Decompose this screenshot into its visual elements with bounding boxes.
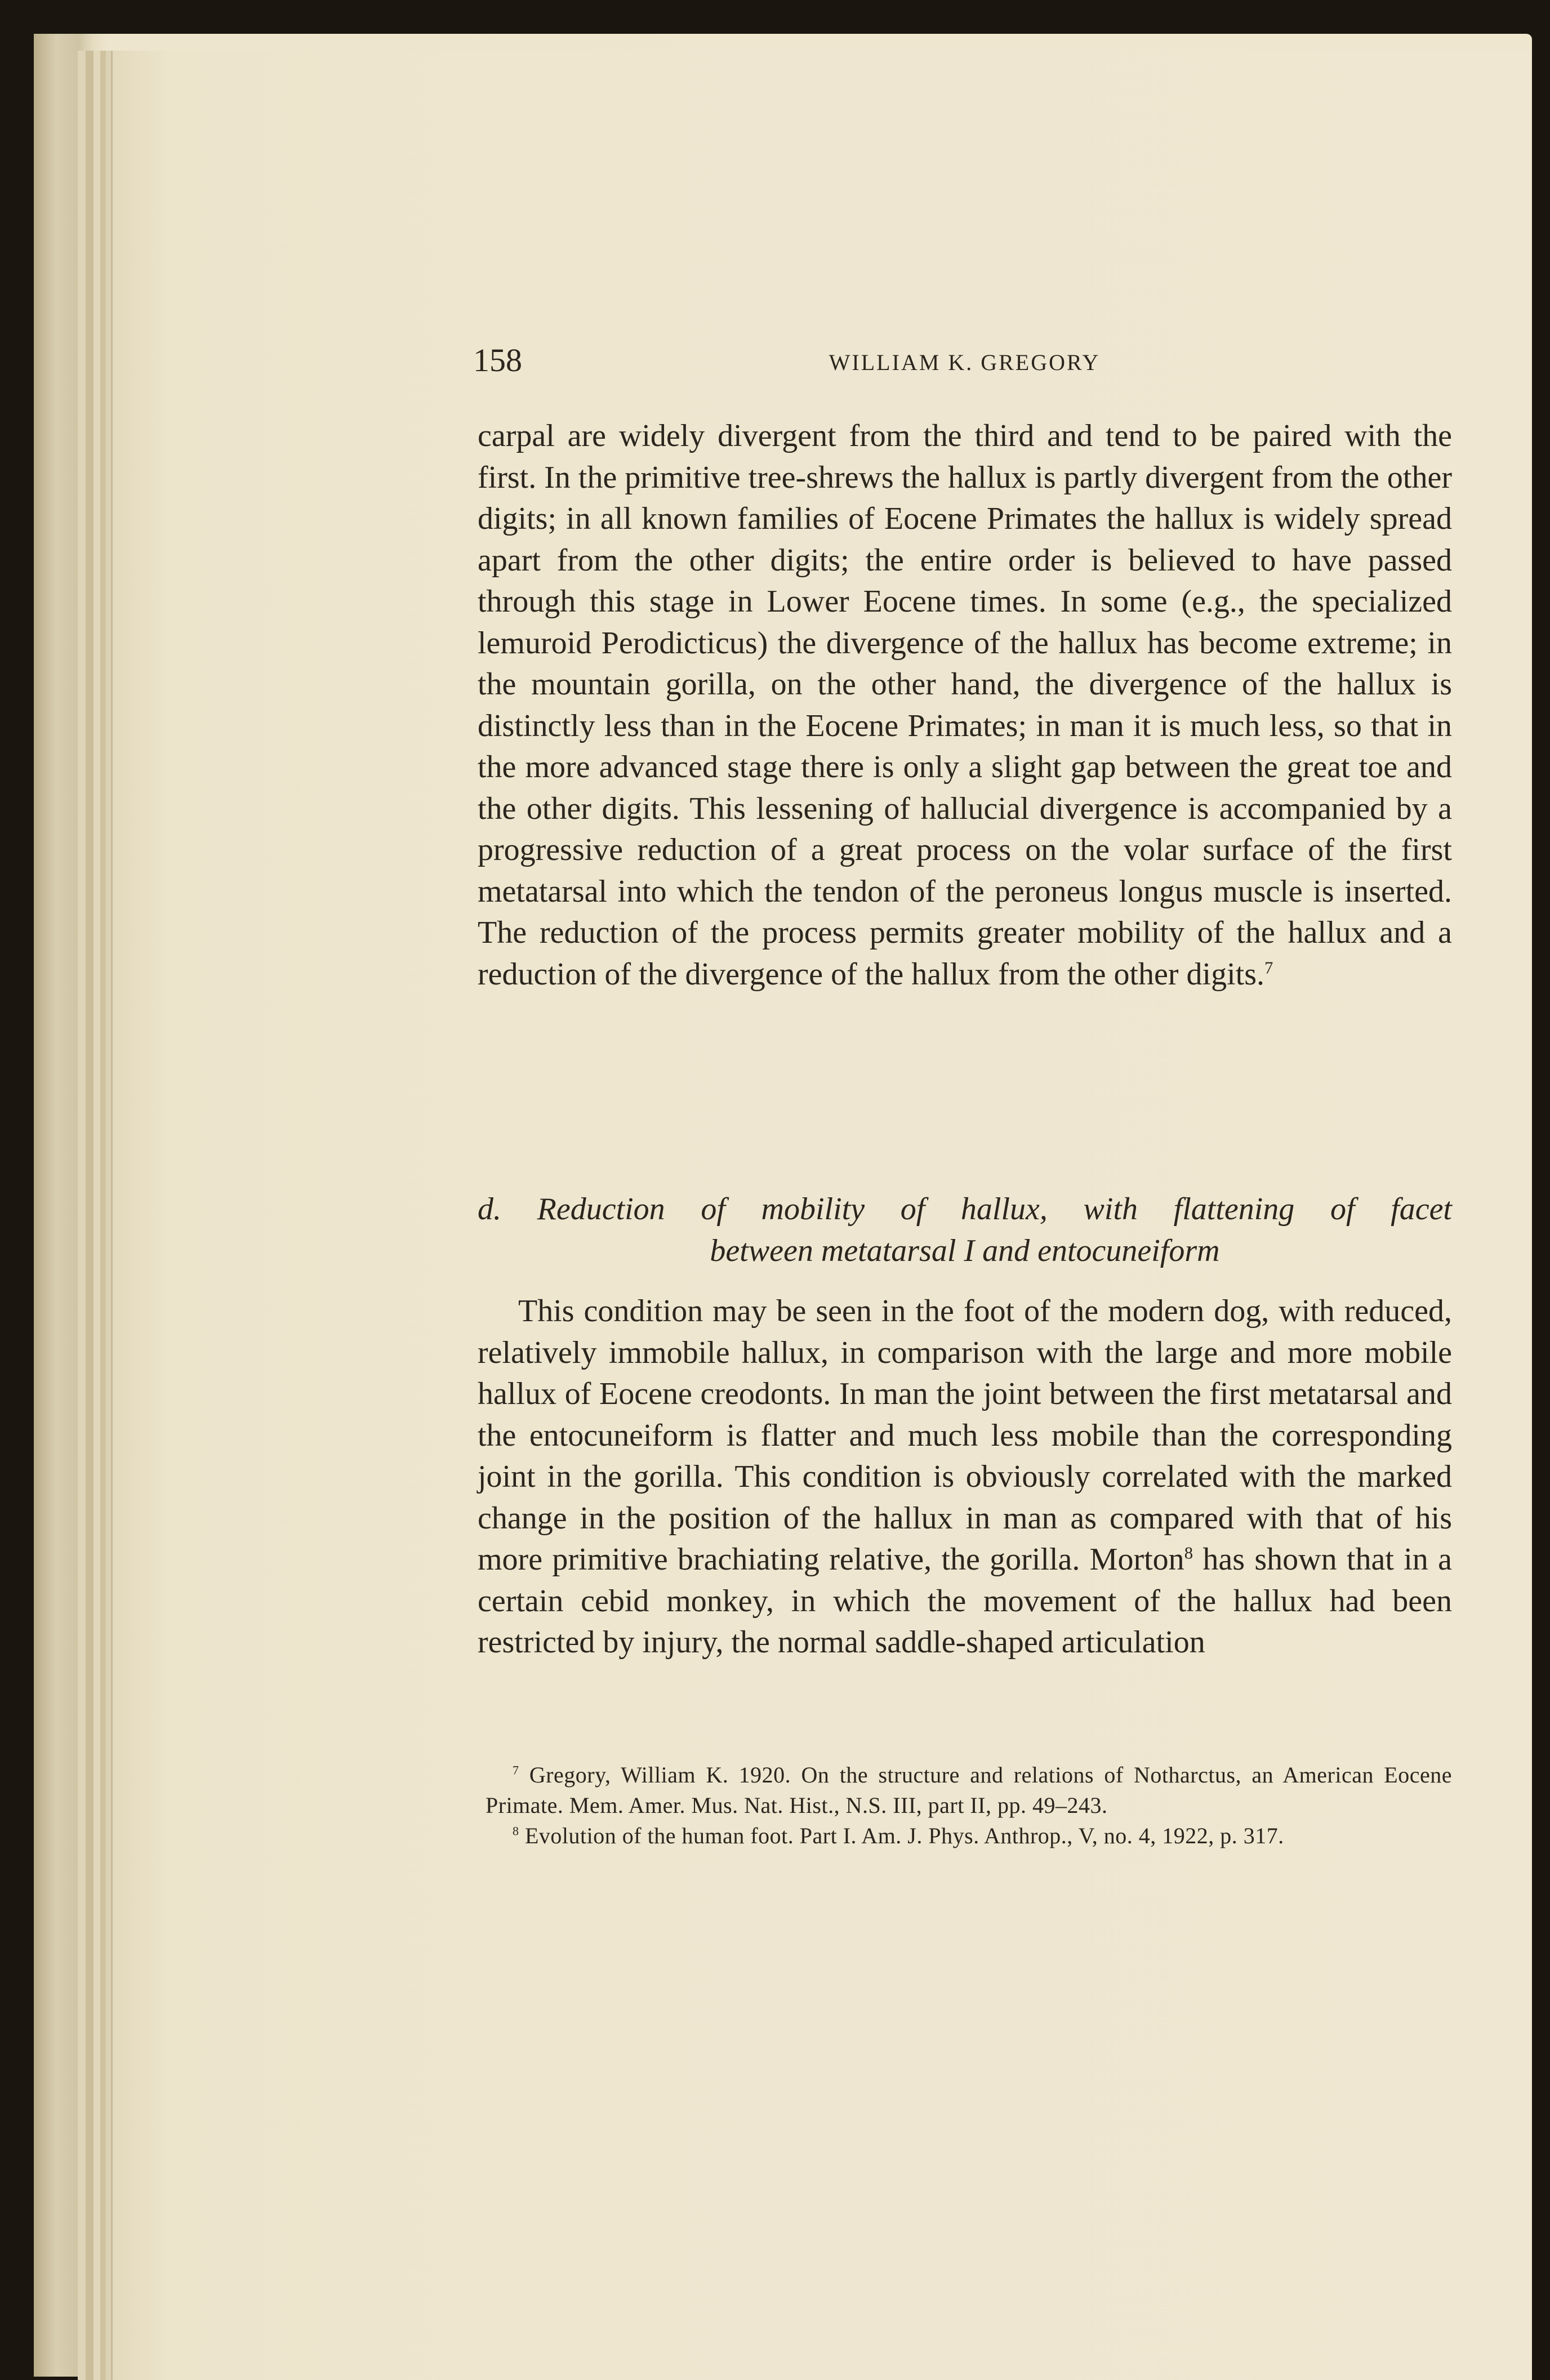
footnote-ref-7[interactable]: 7 bbox=[1264, 957, 1273, 977]
paragraph-1-text: carpal are widely divergent from the third and tend to be paired with the first. In the primitive tree-shrews the hallux is partly divergent from the other digits; in all known families of Eocene Primates the hallux is widely spread apart from the other digits; the entire order is believed to have passed through this stage in Lower Eocene times. In some (e.g., the specialized lemuroid Perodicticus) the divergence of the hallux has become extreme; in the mountain gorilla, on the other hand, the divergence of the hallux is distinctly less than in the Eocene Primates; in man it is much less, so that in the more advanced stage there is only a slight gap between the great toe and the other digits. This lessening of hallucial divergence is accompanied by a progressive reduction of a great process on the volar surface of the first metatarsal into which the tendon of the peroneus longus muscle is inserted. The reduction of the process permits greater mobility of the hallux and a reduction of the divergence of the hallux from the other digits. bbox=[478, 418, 1452, 992]
footnote-7 bbox=[486, 1760, 1452, 1821]
footnote-8-text: Evolution of the human foot. Part I. Am. J. Phys. Anthrop., V, no. 4, 1922, p. 317. bbox=[525, 1823, 1284, 1848]
footnotes bbox=[486, 1760, 1452, 1851]
running-head-author: WILLIAM K. GREGORY bbox=[829, 350, 1101, 375]
section-heading-line-2: between metatarsal I and entocuneiform bbox=[710, 1233, 1220, 1268]
footnote-8 bbox=[486, 1821, 1452, 1851]
body-paragraph-2 bbox=[478, 1291, 1452, 1664]
footnote-ref-8[interactable]: 8 bbox=[1184, 1543, 1193, 1563]
page-number: 158 bbox=[473, 342, 522, 378]
paragraph-2-text-a: This condition may be seen in the foot of the modern dog, with reduced, relatively immobile hallux, in comparison with the large and more mobile hallux of Eocene creodonts. In man the joint between the first metatarsal and the entocuneiform is flatter and much less mobile than the corresponding joint in the gorilla. This condition is obviously correlated with the marked change in the position of the hallux in man as compared with that of his more primitive brachiating relative, the gorilla. Morton bbox=[478, 1294, 1452, 1577]
footnote-7-text: Gregory, William K. 1920. On the structure and relations of Notharctus, an American Eocene Primate. Mem. Amer. Mus. Nat. Hist., N.S. III, part II, pp. 49–243. bbox=[486, 1762, 1452, 1818]
footnote-marker-7: 7 bbox=[513, 1763, 519, 1777]
running-head bbox=[473, 338, 1456, 383]
section-heading bbox=[478, 1188, 1452, 1272]
paragraph-2-text-b: has shown that in a certain cebid monkey, in which the movement of the hallux had been restricted by injury, the normal saddle-shaped articulation bbox=[478, 1542, 1452, 1660]
footnote-marker-8: 8 bbox=[513, 1824, 519, 1838]
body-paragraph-1 bbox=[478, 416, 1452, 995]
section-heading-line-1: d. Reduction of mobility of hallux, with flattening of facet bbox=[478, 1192, 1452, 1227]
